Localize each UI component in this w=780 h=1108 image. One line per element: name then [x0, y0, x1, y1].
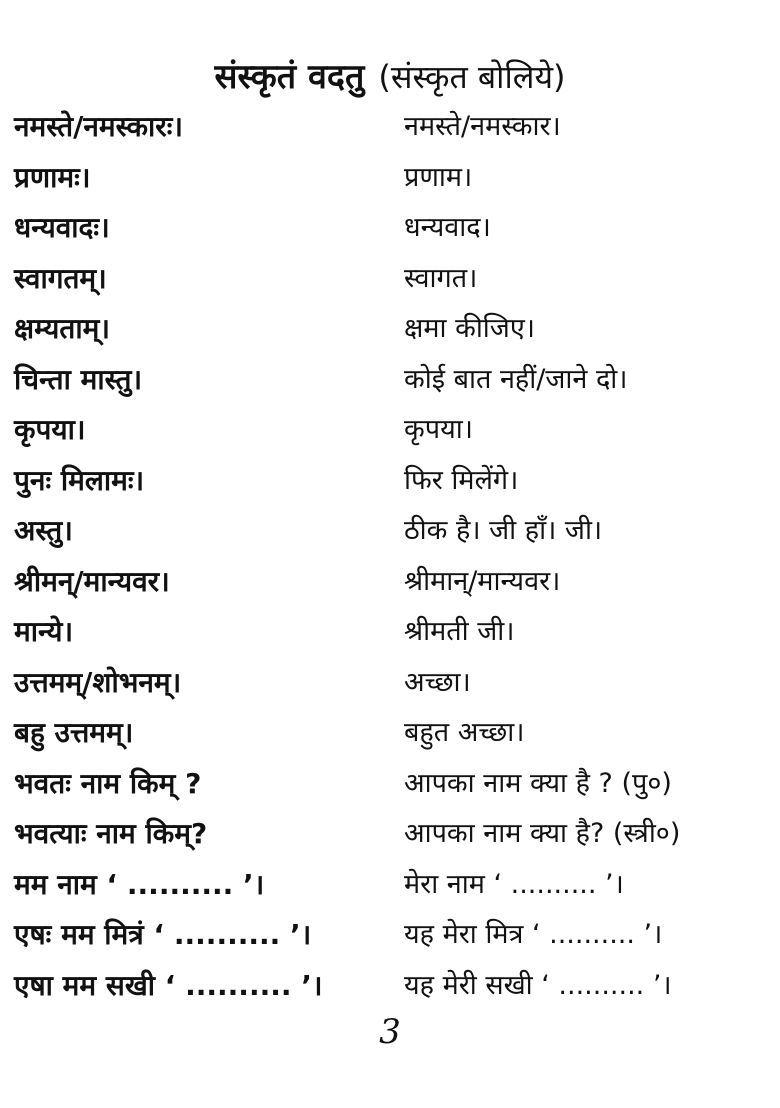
hindi-translation: श्रीमान्/मान्यवर। — [404, 565, 561, 597]
sanskrit-phrase: कृपया। — [14, 413, 86, 446]
hindi-translation: आपका नाम क्या है? (स्त्री०) — [404, 818, 681, 849]
hindi-translation: प्रणाम। — [404, 161, 473, 193]
phrase-row — [0, 760, 780, 811]
hindi-translation: यह मेरी सखी ‘ .......... ’। — [404, 969, 672, 1001]
hindi-translation: स्वागत। — [404, 262, 478, 294]
phrase-row — [0, 709, 780, 760]
hindi-translation: यह मेरा मित्र ‘ .......... ’। — [404, 919, 663, 950]
hindi-translation: मेरा नाम ‘ .......... ’। — [404, 868, 624, 900]
phrase-row — [0, 810, 780, 861]
hindi-translation: कृपया। — [404, 414, 473, 445]
sanskrit-phrase: बहु उत्तमम्। — [14, 716, 134, 749]
sanskrit-phrase: स्वागतम्। — [14, 261, 107, 295]
sanskrit-phrase: उत्तमम्/शोभनम्। — [14, 665, 182, 699]
title-sanskrit: संस्कृतं वदतु — [214, 57, 365, 97]
page-title — [0, 52, 780, 98]
phrase-list — [0, 103, 780, 1012]
sanskrit-phrase: धन्यवादः। — [14, 211, 110, 244]
sanskrit-phrase: पुनः मिलामः। — [14, 463, 145, 497]
hindi-translation: बहुत अच्छा। — [404, 717, 525, 748]
hindi-translation: क्षमा कीजिए। — [404, 313, 536, 344]
hindi-translation: धन्यवाद। — [404, 212, 491, 243]
phrase-row — [0, 608, 780, 659]
sanskrit-phrase: भवत्याः नाम किम्? — [14, 817, 208, 850]
phrase-row — [0, 406, 780, 457]
hindi-translation: ठीक है। जी हाँ। जी। — [404, 515, 603, 546]
sanskrit-phrase: चिन्ता मास्तु। — [14, 362, 143, 396]
sanskrit-phrase: एषा मम सखी ‘ .......... ’। — [14, 968, 323, 1002]
hindi-translation: अच्छा। — [404, 666, 471, 698]
sanskrit-phrase: एषः मम मित्रं ‘ .......... ’। — [14, 918, 312, 951]
phrase-row — [0, 305, 780, 356]
phrase-row — [0, 911, 780, 962]
sanskrit-phrase: क्षम्यताम्। — [14, 312, 110, 345]
page-number: 3 — [379, 1012, 401, 1052]
phrase-row — [0, 558, 780, 609]
sanskrit-phrase: भवतः नाम किम् ? — [14, 766, 202, 800]
sanskrit-phrase: प्रणामः। — [14, 160, 91, 194]
phrase-row — [0, 457, 780, 508]
sanskrit-phrase: नमस्ते/नमस्कारः। — [14, 110, 184, 143]
phrase-row — [0, 861, 780, 912]
phrase-row — [0, 154, 780, 205]
sanskrit-phrase: मम नाम ‘ .......... ’। — [14, 867, 265, 901]
phrase-row — [0, 255, 780, 306]
sanskrit-phrase: श्रीमन्/मान्यवर। — [14, 564, 170, 598]
phrase-row — [0, 356, 780, 407]
phrase-row — [0, 204, 780, 255]
hindi-translation: नमस्ते/नमस्कार। — [404, 111, 561, 142]
title-hindi: (संस्कृत बोलिये) — [378, 58, 566, 96]
hindi-translation: श्रीमती जी। — [404, 616, 515, 647]
hindi-translation: फिर मिलेंगे। — [404, 464, 519, 496]
phrase-row — [0, 962, 780, 1013]
hindi-translation: आपका नाम क्या है ? (पु०) — [404, 767, 672, 799]
phrase-row — [0, 103, 780, 154]
hindi-translation: कोई बात नहीं/जाने दो। — [404, 363, 628, 395]
sanskrit-phrase: मान्ये। — [14, 615, 74, 648]
sanskrit-phrase: अस्तु। — [14, 514, 73, 547]
phrase-row — [0, 507, 780, 558]
phrase-row — [0, 659, 780, 710]
